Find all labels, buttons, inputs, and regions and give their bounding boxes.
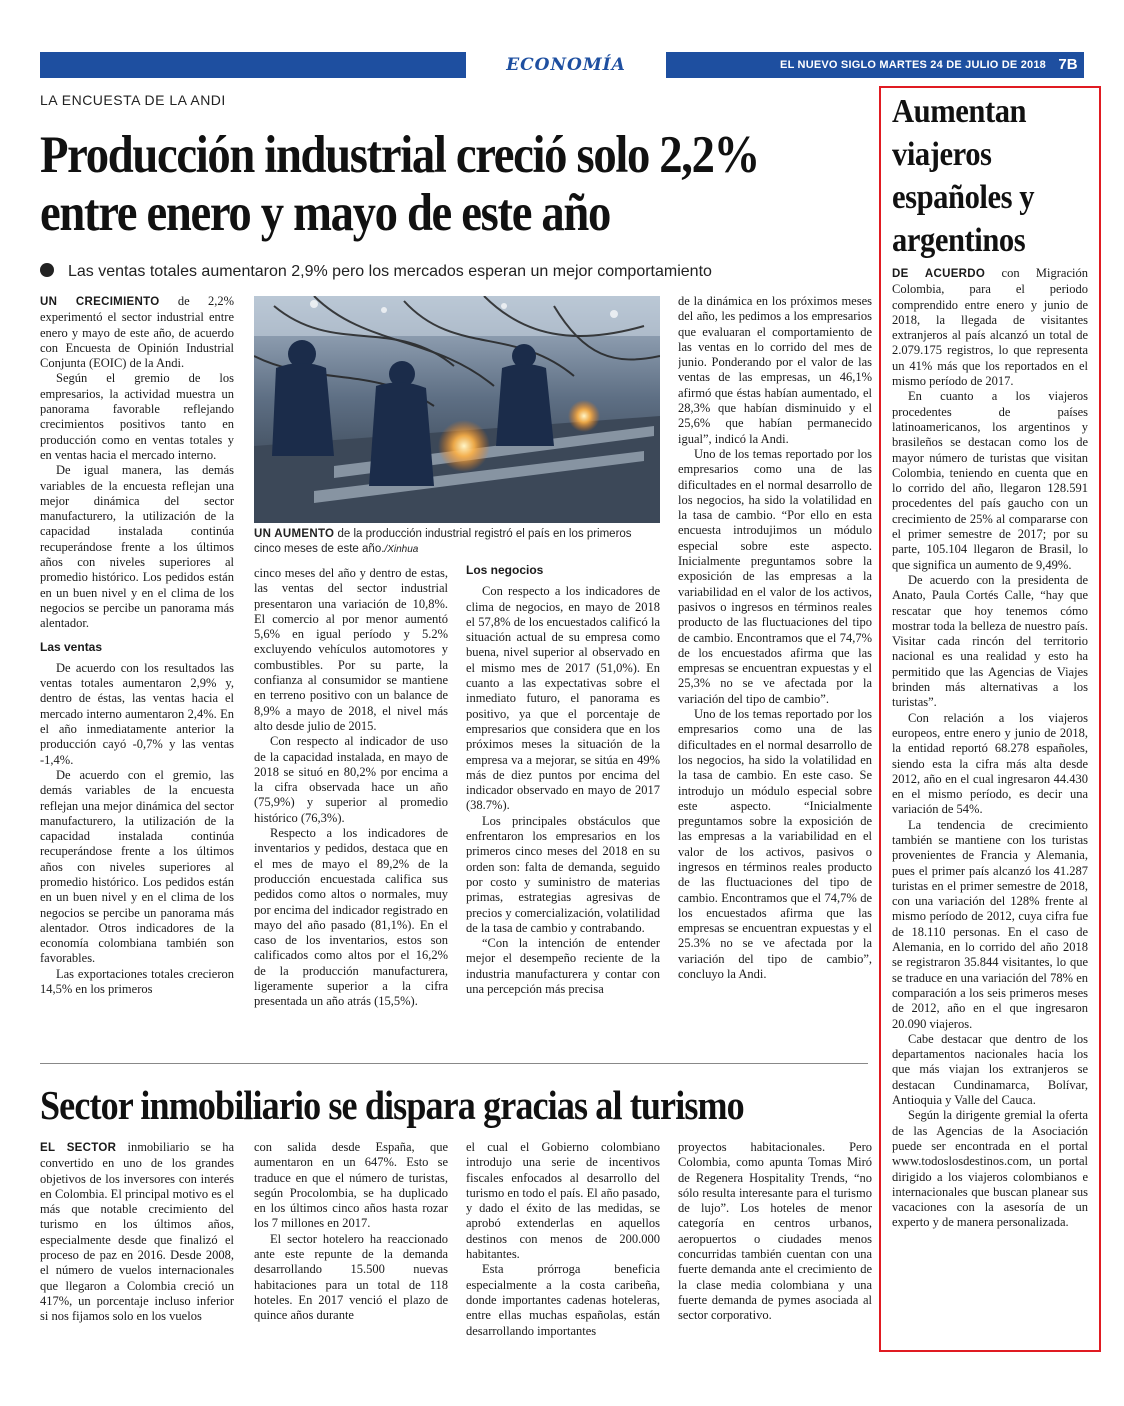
main-column-3 xyxy=(466,561,660,1060)
second-column-2 xyxy=(254,1140,448,1354)
caption-credit: /Xinhua xyxy=(384,543,419,555)
paragraph: DE ACUERDO con Migración Colombia, para el periodo comprendido entre enero y junio de 2018, la llegada de visitantes extranjeros al país alcanzó un total de 2.079.175 registros, lo que representa un 41% más que los reportados en el mismo período de 2017. xyxy=(892,266,1088,389)
second-column-4 xyxy=(678,1140,872,1354)
paragraph: Con respecto a los indicadores de clima de negocios, en mayo de 2018 el 57,8% de los encuestados calificó la situación actual de su empresa como buena, nivel superior al observado en el mismo mes de 2017 (51,0%). En cuanto a las expectativas sobre el inmediato futuro, el panorama es positivo, ya que el porcentaje de empresarios que considera que en los próximos meses la situación de la empresa va a mejorar, se sitúa en 49% más de diez puntos por encima del indicador observado en mayo de 2017 (38.7%). xyxy=(466,584,660,813)
subhead-negocios: Los negocios xyxy=(466,563,544,577)
bullet-icon xyxy=(40,263,54,277)
paragraph: El sector hotelero ha reaccionado ante este repunte de la demanda desarrollando 15.500 nuevas habitaciones para un total de 118 hoteles. En 2017 venció el plazo de quince años durante xyxy=(254,1231,448,1323)
photo-caption xyxy=(254,527,660,557)
paragraph: Según la dirigente gremial la oferta de las Agencias de la Asociación puede ser encontrada en el portal www.todoslosdestinos.com, un portal dirigido a los viajeros colombianos e internacionales que buscan planear sus vacaciones con la asesoría de un experto y de manera personalizada. xyxy=(892,1108,1088,1230)
paragraph: La tendencia de crecimiento también se mantiene con los turistas provenientes de Francia y Alemania, pues el primer país alcanzó los 41.287 turistas en el primer semestre de 2018, con una variación del 128% frente al mismo período de 2012, cuya cifra fue de 18.110 personas. En el caso de Alemania, en lo corrido del año 2018 se registraron 35.844 visitantes, lo que se traduce en una variación del 78% en comparación a los seis primeros meses de 2012, año en el que ingresaron 20.090 viajeros. xyxy=(892,817,1088,1031)
kicker: LA ENCUESTA DE LA ANDI xyxy=(40,92,226,108)
paragraph: Con respecto al indicador de uso de la capacidad instalada, en mayo de 2018 se situó en 80,2% por encima a la cifra observada hace un año (75,9%) y superior al promedio histórico (76,3%). xyxy=(254,734,448,825)
paragraph: Los principales obstáculos que enfrentaron los empresarios en los primeros cinco meses del 2018 en su orden son: falta de demanda, seguido por costo y suministro de materias primas, estrategias agresivas de precios y comercialización, volatilidad de la tasa de cambio y contrabando. xyxy=(466,813,660,935)
sidebar-headline: Aumentan viajeros españoles y argentinos xyxy=(892,93,1035,259)
paragraph: Respecto a los indicadores de inventarios y pedidos, destaca que en el mes de mayo el 89,2% de la producción encuestada califica sus pedidos como altos o normales, muy por encima del indicador registrado en mayo del año pasado (81,1%). En el caso de los inventarios, estos son calificados como altos por el 16,2% de la producción manufacturera, ligeramente superior a la cifra presentada un año atrás (15,5%). xyxy=(254,826,448,1009)
caption-text: de la producción industrial registró el país en los primeros cinco meses de este año. xyxy=(254,528,632,555)
page-number: 7B xyxy=(1058,56,1078,73)
paragraph: Las exportaciones totales crecieron 14,5% en los primeros xyxy=(40,966,234,997)
lead-word: DE ACUERDO xyxy=(892,268,986,280)
paragraph: Según el gremio de los empresarios, la actividad muestra un panorama favorable reflejando crecimientos positivos tanto en producción como en ventas totales y en ventas hacia el mercado interno. xyxy=(40,371,234,462)
paragraph: Cabe destacar que dentro de los departamentos nacionales hacia los que más viajan los extranjeros se destacan Cundinamarca, Bolívar, Antioquia y Valle del Cauca. xyxy=(892,1031,1088,1108)
sidebar-body xyxy=(892,266,1088,1348)
second-headline: Sector inmobiliario se dispara gracias al turismo xyxy=(40,1082,744,1128)
paragraph: Con relación a los viajeros europeos, entre enero y junio de 2018, la entidad reportó 68.278 españoles, siendo esta la cifra más alta desde 2012, año en el cual ingresaron 44.430 en el mismo período, es decir una variación de 54%. xyxy=(892,710,1088,817)
paragraph: cinco meses del año y dentro de estas, las ventas del sector industrial presentaron una variación de 10,8%. El comercio al por menor aumentó 5,6% en igual período y 5.2% excluyendo vehículos automotores y combustibles. Por su parte, la confianza al consumidor se mantiene en terreno positivo con un balance de 8,9% a mayo de 2018, el nivel más alto desde julio de 2015. xyxy=(254,566,448,733)
main-column-4 xyxy=(678,294,872,1060)
main-headline: Producción industrial creció solo 2,2% entre enero y mayo de este año xyxy=(40,126,759,242)
paragraph: De igual manera, las demás variables de la encuesta reflejan una mejor dinámica del sector manufacturero, la utilización de la capacidad instalada continúa recuperándose frente a los últimos años con niveles superiores al promedio histórico. Los pedidos están en un buen nivel y en el clima de los negocios se percibe un panorama más alentador. xyxy=(40,463,234,631)
subheadline-text: Las ventas totales aumentaron 2,9% pero los mercados esperan un mejor comportamiento xyxy=(68,263,712,280)
paragraph: el cual el Gobierno colombiano introdujo una serie de incentivos fiscales enfocados al desarrollo del turismo en todo el país. El año pasado, y dado el éxito de las medidas, se aprobó extenderlas en aquellos destinos con menos de 200.000 habitantes. xyxy=(466,1140,660,1262)
paragraph: Uno de los temas reportado por los empresarios como una de las dificultades en el normal desarrollo de los negocios, ha sido la volatilidad en la tasa de cambio. “Por ello en esta encuesta introdujimos un módulo especial sobre este aspecto. Inicialmente preguntamos sobre la exposición de las empresas a la variabilidad en el valor de los activos, pasivos o ingresos en términos reales producto de las fluctuaciones del tipo de cambio. Encontramos que el 74,7% de los encuestados afirma que las empresas se encuentran expuestas y el 25,3% no se ve afectada por la variación del tipo de cambio”. xyxy=(678,446,872,706)
paragraph: UN CRECIMIENTO de 2,2% experimentó el sector industrial entre enero y mayo de este año, de acuerdo con Encuesta de Opinión Industrial Conjunta (EOIC) de la Andi. xyxy=(40,294,234,371)
subheadline xyxy=(40,262,870,282)
caption-lead: UN AUMENTO xyxy=(254,528,335,540)
paragraph: con salida desde España, que aumentaron en un 647%. Esto se traduce en que el número de turistas, según Procolombia, se ha duplicado en los últimos cinco años hasta rozar los 7 millones en 2017. xyxy=(254,1140,448,1231)
paragraph: De acuerdo con el gremio, las demás variables de la encuesta reflejan una mejor dinámica del sector manufacturero, la utilización de la capacidad instalada continúa recuperándose frente a los últimos años con niveles superiores al promedio histórico. Los pedidos están en un buen nivel y en el clima de los negocios se percibe un panorama más alentador. Otros indicadores de la economía colombiana también son favorables. xyxy=(40,767,234,966)
subhead-ventas: Las ventas xyxy=(40,639,103,654)
section-name: ECONOMÍA xyxy=(466,52,666,78)
paragraph: En cuanto a los viajeros procedentes de países latinoamericanos, los argentinos y brasileños se destacan como los de mayor número de turistas que visitan Colombia, teniendo en cuenta que en lo corrido del año, llegaron 128.591 procedentes del país gaucho con un crecimiento de 25% al compararse con el primer semestre de 2017; por su parte, 105.104 llegaron de Brasil, lo que significa un aumento de 9,49%. xyxy=(892,389,1088,572)
main-column-1 xyxy=(40,294,234,1060)
paragraph: Esta prórroga beneficia especialmente a la costa caribeña, donde importantes cadenas hoteleras, entre ellas muchas españolas, están desarrollando importantes xyxy=(466,1262,660,1338)
lead-word: EL SECTOR xyxy=(40,1142,117,1154)
paragraph: De acuerdo con la presidenta de Anato, Paula Cortés Calle, “hay que rescatar que hoy tenemos cómo mostrar toda la belleza de nuestro país. Visitar cada rincón del territorio nacional es una realidad y esto ha permitido que las Agencias de Viajes brinden más alternativas a los turistas”. xyxy=(892,572,1088,710)
paragraph: De acuerdo con los resultados las ventas totales aumentaron 2,9% y, dentro de éstas, las ventas hacia el mercado interno aumentaron 2,4%. En el año inmediatamente anterior la producción cayó -0,7% y las ventas -1,4%. xyxy=(40,660,234,767)
paragraph: EL SECTOR inmobiliario se ha convertido en uno de los grandes objetivos de los inversores con interés en Colombia. El principal motivo es el más que notable crecimiento del turismo en los últimos años, especialmente desde que finalizó el proceso de paz en 2016. Desde 2008, el número de vuelos internacionales que llegaron a Colombia creció un 417%, un porcentaje incluso inferior si nos fijamos solo en los vuelos xyxy=(40,1140,234,1324)
story-divider xyxy=(40,1063,868,1064)
paragraph: de la dinámica en los próximos meses del año, les pedimos a los empresarios que evaluaran el comportamiento de las ventas en lo corrido del mes de junio. Ponderando por el valor de las ventas de las empresas, un 46,1% afirmó que éstas habían aumentado, el 28,3% que habían disminuido y el 25,6% que habían permanecido igual”, indicó la Andi. xyxy=(678,294,872,446)
second-column-1 xyxy=(40,1140,234,1354)
paragraph: Uno de los temas reportado por los empresarios como una de las dificultades en el normal desarrollo de los negocios, ha sido la volatilidad en la tasa de cambio. En este caso. Se introdujo un módulo especial sobre este aspecto. “Inicialmente preguntamos sobre la exposición de las empresas a la variabilidad en el valor de los activos, pasivos o ingresos en términos reales producto de las fluctuaciones del tipo de cambio. Encontramos que el 74,7% de los encuestados afirma que las empresas se encuentran expuestas y el 25.3% no se ve afectada por la variación del tipo de cambio”, concluyo la Andi. xyxy=(678,707,872,982)
paragraph: “Con la intención de entender mejor el desempeño reciente de la industria manufacturera y contar con una percepción más precisa xyxy=(466,936,660,997)
paragraph: proyectos habitacionales. Pero Colombia, como apunta Tomas Miró de Regenera Hospitality Trends, “no sólo resulta interesante para el turismo de lujo”. Los hoteles de menor categoría en centros urbanos, aeropuertos o ciudades menos concurridas también cuentan con una fuerte demanda ante el crecimiento de la clase media colombiana y una fuerte demanda de pymes asociada al sector corporativo. xyxy=(678,1140,872,1323)
lead-word: UN CRECIMIENTO xyxy=(40,296,160,308)
paper-date: EL NUEVO SIGLO MARTES 24 DE JULIO DE 2018 xyxy=(780,59,1046,71)
second-column-3 xyxy=(466,1140,660,1354)
factory-photo xyxy=(254,296,660,523)
main-column-2 xyxy=(254,566,448,1060)
